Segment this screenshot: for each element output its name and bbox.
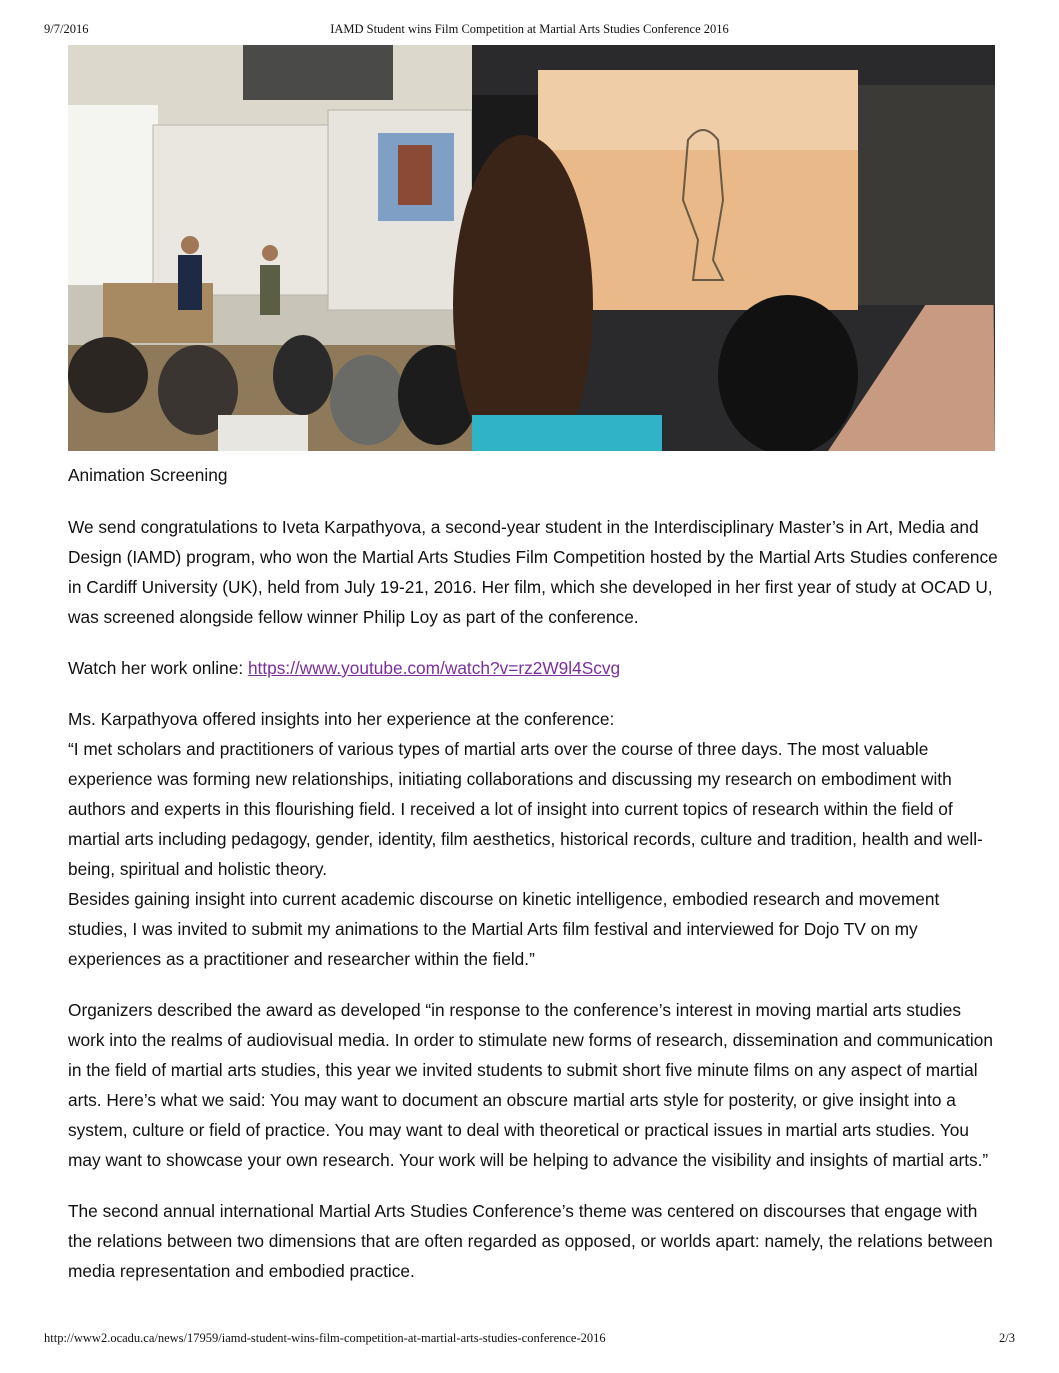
screening-room-scene	[453, 45, 995, 451]
print-page-title: IAMD Student wins Film Competition at Martial Arts Studies Conference 2016	[330, 22, 729, 36]
print-footer-url: http://www2.ocadu.ca/news/17959/iamd-student-wins-film-competition-at-martial-arts-studies-conference-2016	[44, 1331, 606, 1345]
quote-paragraph-2: Besides gaining insight into current academic discourse on kinetic intelligence, embodied research and movement studies, I was invited to submit my animations to the Martial Arts film festival and interviewed for Dojo TV on my experiences as a practitioner and researcher within the field.”	[68, 889, 940, 969]
lecture-hall-scene	[68, 45, 478, 451]
intro-paragraph: We send congratulations to Iveta Karpathyova, a second-year student in the Interdisciplinary Master’s in Art, Media and Design (IAMD) program, who won the Martial Arts Studies Film Competition hosted by the Martial Arts Studies conference in Cardiff University (UK), held from July 19-21, 2016. Her film, which she developed in her first year of study at OCAD U, was screened alongside fellow winner Philip Loy as part of the conference.	[68, 517, 998, 627]
theme-paragraph: The second annual international Martial Arts Studies Conference’s theme was centered on discourses that engage with the relations between two dimensions that are often regarded as opposed, or worlds apart: namely, the relations between media representation and embodied practice.	[68, 1201, 993, 1281]
article-body	[68, 460, 998, 1286]
quote-intro: Ms. Karpathyova offered insights into her experience at the conference:	[68, 709, 615, 729]
image-caption: Animation Screening	[68, 465, 228, 485]
print-date: 9/7/2016	[44, 22, 89, 36]
print-page-number: 2/3	[999, 1331, 1015, 1345]
animation-screening-photo	[68, 45, 995, 451]
youtube-link[interactable]: https://www.youtube.com/watch?v=rz2W9l4Scvg	[247, 658, 621, 678]
organizers-paragraph: Organizers described the award as developed “in response to the conference’s interest in moving martial arts studies work into the realms of audiovisual media. In order to stimulate new forms of research, dissemination and communication in the field of martial arts studies, this year we invited students to submit short five minute films on any aspect of martial arts. Here’s what we said: You may want to document an obscure martial arts style for posterity, or give insight into a system, culture or field of practice. You may want to deal with theoretical or practical issues in martial arts studies. You may want to showcase your own research. Your work will be helping to advance the visibility and insights of martial arts.”	[68, 1000, 993, 1170]
quote-paragraph-1: “I met scholars and practitioners of various types of martial arts over the course of three days. The most valuable experience was forming new relationships, initiating collaborations and discussing my research on embodiment with authors and experts in this flourishing field. I received a lot of insight into current topics of research within the field of martial arts including pedagogy, gender, identity, film aesthetics, historical records, culture and tradition, health and well-being, spiritual and holistic theory.	[68, 739, 983, 879]
watch-online-line	[68, 653, 998, 683]
watch-online-label: Watch her work online:	[68, 658, 248, 678]
